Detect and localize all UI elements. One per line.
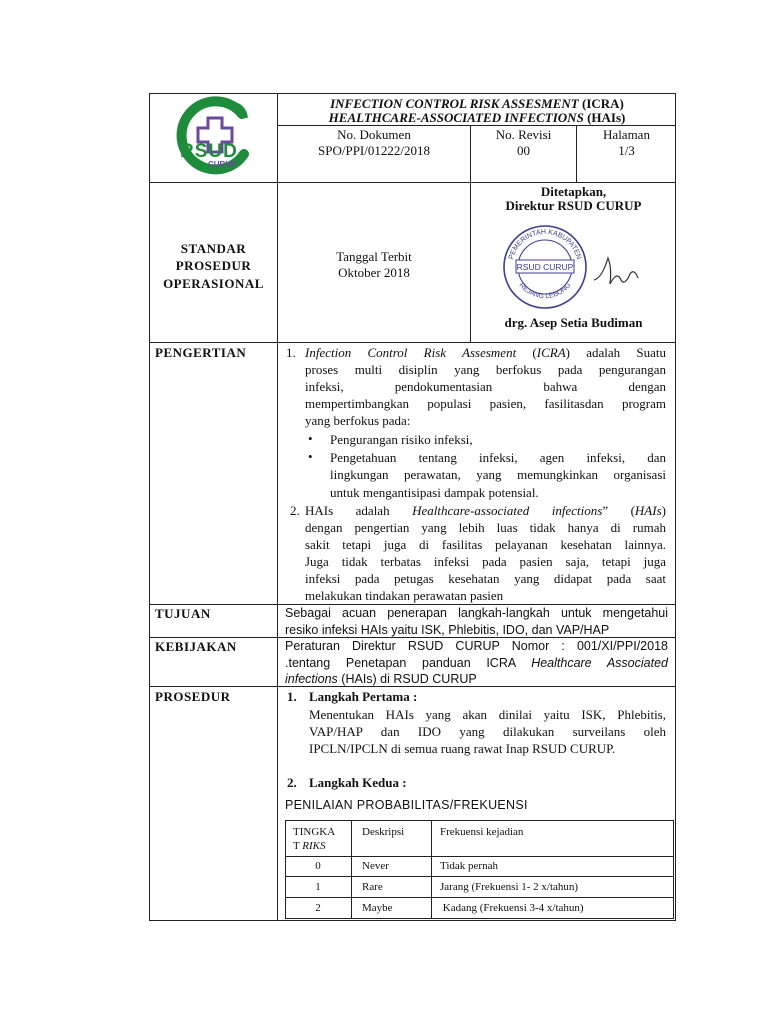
table-header-tingkat-2 [293,839,326,853]
table-cell: Rare [362,881,383,893]
table-divider [431,820,432,919]
rsud-logo [172,96,262,178]
text-span: HAIs adalah [305,503,413,518]
pengertian-p1-line3: infeksi, pendokumentasian bahwa dengan [305,379,666,394]
spo-label-3: OPERASIONAL [163,276,264,291]
bullet-item-2-line1: Pengetahuan tentang infeksi, agen infeksi, dan [330,450,666,465]
pengertian-p2-line4: Juga tidak terbatas infeksi pada pasien saja, tetapi juga [305,554,666,569]
table-cell: Tidak pernah [440,860,498,872]
text-italic: Healthcare Associated [531,656,668,670]
table-cell: Jarang (Frekuensi 1- 2 x/tahun) [440,881,579,893]
svg-text:REJANG LEBONG [518,282,573,300]
halaman-label: Halaman [603,127,650,142]
svg-text:PEMERINTAH KABUPATEN [508,229,582,260]
pengertian-p2-line6: melakukan tindakan perawatan pasien [305,588,504,603]
table-cell: 0 [315,860,321,872]
document-title-line2 [278,109,676,126]
hais-abbrev: HAIs [634,503,662,518]
tanggal-label: Tanggal Terbit [336,249,412,264]
section-title: PENILAIAN PROBABILITAS/FREKUENSI [285,798,528,812]
text-span: ( [516,345,537,360]
table-header-frekuensi: Frekuensi kejadian [440,826,524,838]
stamp-ring-top: PEMERINTAH KABUPATEN [507,228,583,261]
step1-num: 1. [287,689,297,704]
pengertian-p2-line2: dengan pengertian yang lebih luas tidak hanya di rumah [305,520,666,535]
logo-text: RSUD [180,141,238,162]
step1-title: Langkah Pertama : [309,689,418,704]
pengertian-p2-line1 [305,502,666,519]
table-header-tingkat: TINGKA [293,826,336,838]
ditetapkan: Ditetapkan, [540,184,607,199]
table-cell: Kadang (Frekuensi 3-4 x/tahun) [440,902,584,914]
signatory-name: drg. Asep Setia Budiman [504,315,643,330]
pengertian-num-1: 1. [286,345,296,360]
bullet-icon: • [308,449,313,464]
pengertian-p1-line4: mempertimbangkan populasi pasien, fasilitasdan program [305,396,666,411]
title-italic: INFECTION CONTROL RISK ASSESMENT [330,96,579,111]
table-divider [285,897,674,898]
kebijakan-line1: Peraturan Direktur RSUD CURUP Nomor : 001/XI/PPI/2018 [285,639,668,653]
stamp-center: RSUD CURUP [516,262,574,272]
pengertian-p1-line5: yang berfokus pada: [305,413,411,428]
pengertian-p2-line5: infeksi pada petugas kesehatan yang didapat pada saat [305,571,666,586]
pengertian-p1-line1 [305,344,666,361]
step2-title: Langkah Kedua : [309,775,407,790]
icra-italic: Infection Control Risk Assesment [305,345,517,360]
text-span: ) [661,503,666,518]
halaman-value: 1/3 [618,143,635,158]
official-stamp [500,224,590,310]
bullet-item-2-line3: untuk mengantisipasi dampak potensial. [330,485,539,500]
pengertian-num-2: 2. [290,503,300,518]
bullet-icon: • [308,431,313,446]
text-span: .tentang Penetapan panduan ICRA [285,656,532,670]
step1-line1: Menentukan HAIs yang akan dinilai yaitu ISK, Phlebitis, [309,707,666,722]
no-revisi-label: No. Revisi [495,127,552,142]
signature-icon [592,250,642,300]
text-span: ” ( [602,503,635,518]
no-revisi-value: 00 [517,143,530,158]
probability-table [285,820,674,919]
logo-subtext: CURUP [208,160,237,169]
text-span: (HAIs) di RSUD CURUP [337,672,477,686]
tujuan-label: TUJUAN [155,606,211,621]
tujuan-line2: resiko infeksi HAIs yaitu ISK, Phlebitis, IDO, dan VAP/HAP [285,623,610,637]
table-cell: Never [362,860,389,872]
table-cell: 2 [315,902,321,914]
step1-line2: VAP/HAP dan IDO yang dilakukan surveilans oleh [309,724,666,739]
pengertian-label: PENGERTIAN [155,345,247,360]
spo-label-1: STANDAR [180,241,247,256]
kebijakan-label: KEBIJAKAN [155,639,237,654]
kebijakan-line2 [285,655,668,672]
table-cell: 1 [315,881,321,893]
stamp-icon [500,224,590,310]
bullet-item-1: Pengurangan risiko infeksi, [330,432,473,447]
tujuan-line1: Sebagai acuan penerapan langkah-langkah untuk mengetahui [285,606,668,620]
divider [277,93,278,921]
text-italic: RIKS [302,840,326,852]
title-rest: (ICRA) [578,96,624,111]
direktur: Direktur RSUD CURUP [505,198,642,213]
spo-label-2: PROSEDUR [175,258,252,273]
table-divider [351,820,352,919]
text-italic: infections [285,672,338,686]
kebijakan-line3 [285,671,477,688]
bullet-item-2-line2: lingkungan perawatan, yang memungkinkan organisasi [330,467,666,482]
icra-abbrev: ICRA [536,345,566,360]
title-italic: HEALTHCARE-ASSOCIATED INFECTIONS [328,110,584,125]
table-header-deskripsi: Deskripsi [362,826,405,838]
step2-num: 2. [287,775,297,790]
text-span: ) adalah Suatu [565,345,666,360]
table-cell: Maybe [362,902,393,914]
pengertian-p1-line2: proses multi disiplin yang berfokus pada pengurangan [305,362,666,377]
step1-line3: IPCLN/IPCLN di semua ruang rawat Inap RSUD CURUP. [309,741,616,756]
table-divider [285,856,674,857]
prosedur-label: PROSEDUR [155,689,231,704]
table-divider [285,876,674,877]
text-span: T [293,840,300,852]
tanggal-value: Oktober 2018 [338,265,410,280]
title-rest: (HAIs) [583,110,626,125]
divider [149,342,676,343]
hais-italic: Healthcare-associated infections [412,503,603,518]
stamp-ring-bottom: REJANG LEBONG [517,281,573,301]
no-dokumen-label: No. Dokumen [337,127,411,142]
pengertian-p2-line3: sakit tetapi juga di fasilitas pelayanan kesehatan lainnya. [305,537,666,552]
no-dokumen-value: SPO/PPI/01222/2018 [318,143,430,158]
